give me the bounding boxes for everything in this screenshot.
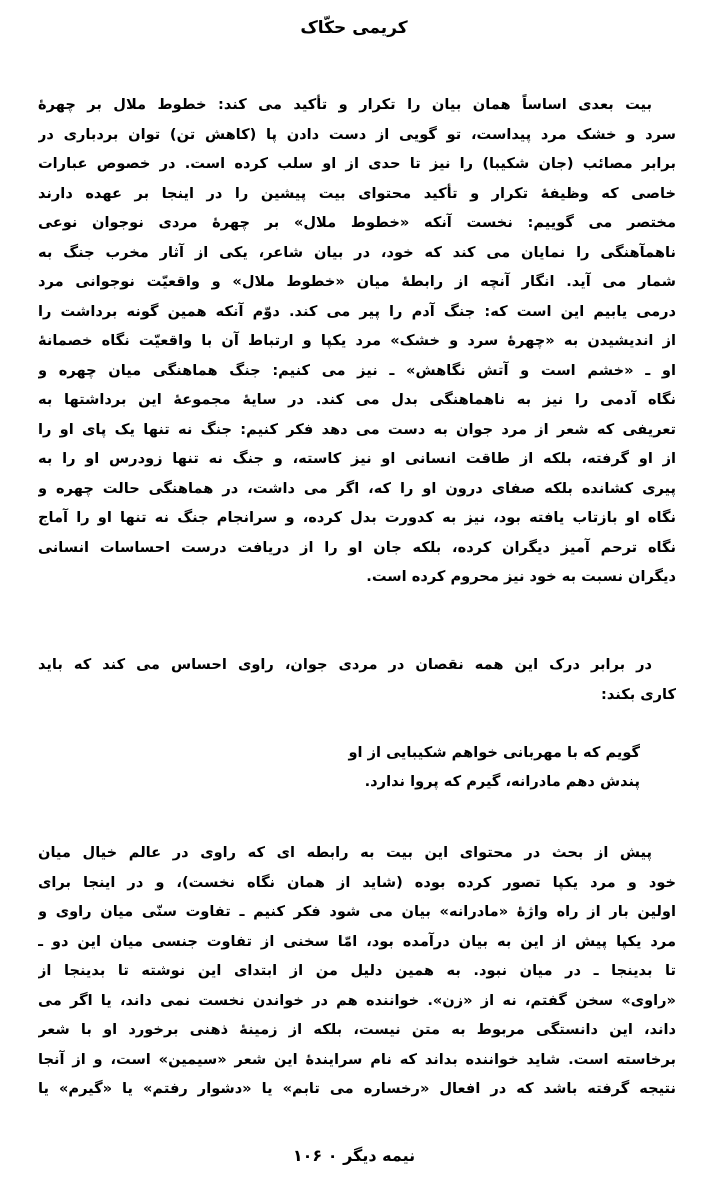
text-line: درمی یابیم این است که: جنگ آدم را پیر می کند. دوّم آنکه همین گونه برداشت را — [38, 302, 676, 320]
text-line: از اندیشیدن به «چهرهٔ سرد و خشک» مرد یکپا و ارتباط آن با واقعیّت نگاه خصمانهٔ — [38, 332, 676, 349]
paragraph-3 — [38, 838, 676, 1104]
text-line: او ـ «خشم است و آتش نگاهش» ـ نیز می کنیم: جنگ هماهنگی میان چهره و — [38, 361, 676, 379]
text-line: ناهمآهنگی را نمایان می کند که خود، در بیان شاعر، یکی از آثار مخرب جنگ به — [38, 243, 676, 261]
text-line: کاری بکند: — [600, 685, 676, 703]
text-line: مرد یکپا پیش از این به بیان درآمده بود، امّا سخنی از تفاوت جنسی میان این دو ـ — [38, 932, 676, 950]
paragraph-2 — [38, 650, 676, 709]
text-line: خود و مرد یکپا تصور کرده بوده (شاید از همان نگاه نخست)، و در اینجا برای — [38, 873, 676, 891]
text-line: سرد و خشک مرد پیداست، تو گویی از دست دادن پا (کاهش تن) توان بردباری در — [38, 125, 676, 143]
verse-quote — [230, 738, 640, 796]
text-line: نتیجه گرفته باشد که در افعال «رخساره می تابم» یا «دشوار رفتم» یا «گیرم» یا — [38, 1080, 676, 1097]
text-line: شمار می آید. انگار آنچه از رابطهٔ میان «خطوط ملال» و واقعیّت نوجوانی مرد — [38, 273, 676, 290]
text-line: «راوی» سخن گفتم، نه از «زن». خواننده هم در خواندن نخست نمی داند، یا اگر می — [38, 991, 676, 1009]
text-line: تعریفی که شعر از مرد جوان به دست می دهد فکر کنیم: جنگ نه تنها یک پای او را — [38, 420, 676, 438]
text-line: از او گرفته، بلکه از طاقت انسانی او نیز کاسته، و جنگ نه تنها زودرس او را به — [38, 450, 676, 467]
paragraph-1 — [38, 90, 676, 592]
text-line: بیت بعدی اساساً همان بیان را تکرار و تأکید می کند: خطوط ملال بر چهرهٔ — [38, 96, 652, 113]
text-line: نگاه ترحم آمیز دیگران کرده، بلکه جان او را از دریافت درست احساسات انسانی — [38, 538, 676, 556]
text-line: تا بدینجا ـ در میان نبود. به همین دلیل من از ابتدای این نوشته تا بدینجا از — [38, 962, 676, 979]
text-line: مختصر می گوییم: نخست آنکه «خطوط ملال» بر چهرهٔ مردی نوجوان نوعی — [38, 214, 676, 231]
text-line: برخاسته است. شاید خواننده بداند که نام سرایندهٔ این شعر «سیمین» است، و از آنجا — [38, 1050, 676, 1068]
text-line: اولین بار از راه واژهٔ «مادرانه» بیان می شود فکر کنیم ـ تفاوت سنّی میان راوی و — [38, 903, 676, 920]
text-line: نگاه او بازتاب یافته بود، نیز به کدورت بدل کرده، و سرانجام جنگ نه تنها او را آماج — [38, 509, 676, 526]
text-line: داند، این دانستگی مربوط به متن نیست، بلکه از زمینهٔ ذهنی برخورد او با شعر — [38, 1021, 676, 1038]
text-line: گویم که با مهربانی خواهم شکیبایی از او — [348, 744, 640, 761]
text-line: نگاه آدمی را نیز به ناهماهنگی بدل می کند. در سایهٔ مجموعهٔ این برداشتها به — [38, 391, 676, 408]
text-line: پیری کشانده بلکه صفای درون او را که، اگر می داشت، در هماهنگی حالت چهره و — [38, 479, 676, 497]
text-line: در برابر درک این همه نقصان در مردی جوان، راوی احساس می کند که باید — [38, 656, 652, 673]
text-line: برابر مصائب (جان شکیبا) را نیز تا حدی از او سلب کرده است. در خصوص عبارات — [38, 155, 676, 172]
text-line: پندش دهم مادرانه، گیرم که پروا ندارد. — [364, 773, 640, 790]
running-header: کریمی حکّاک — [300, 18, 408, 38]
text-line: پیش از بحث در محتوای این بیت به رابطه ای که راوی در عالم خیال میان — [38, 844, 652, 861]
page-footer: نیمه دیگر ۰ ۱۰۶ — [292, 1146, 416, 1165]
text-line: خاصی که وظیفهٔ تکرار و تأکید محتوای بیت پیشین را در اینجا بر عهده دارند — [38, 184, 676, 202]
text-line: دیگران نسبت به خود نیز محروم کرده است. — [366, 568, 676, 585]
